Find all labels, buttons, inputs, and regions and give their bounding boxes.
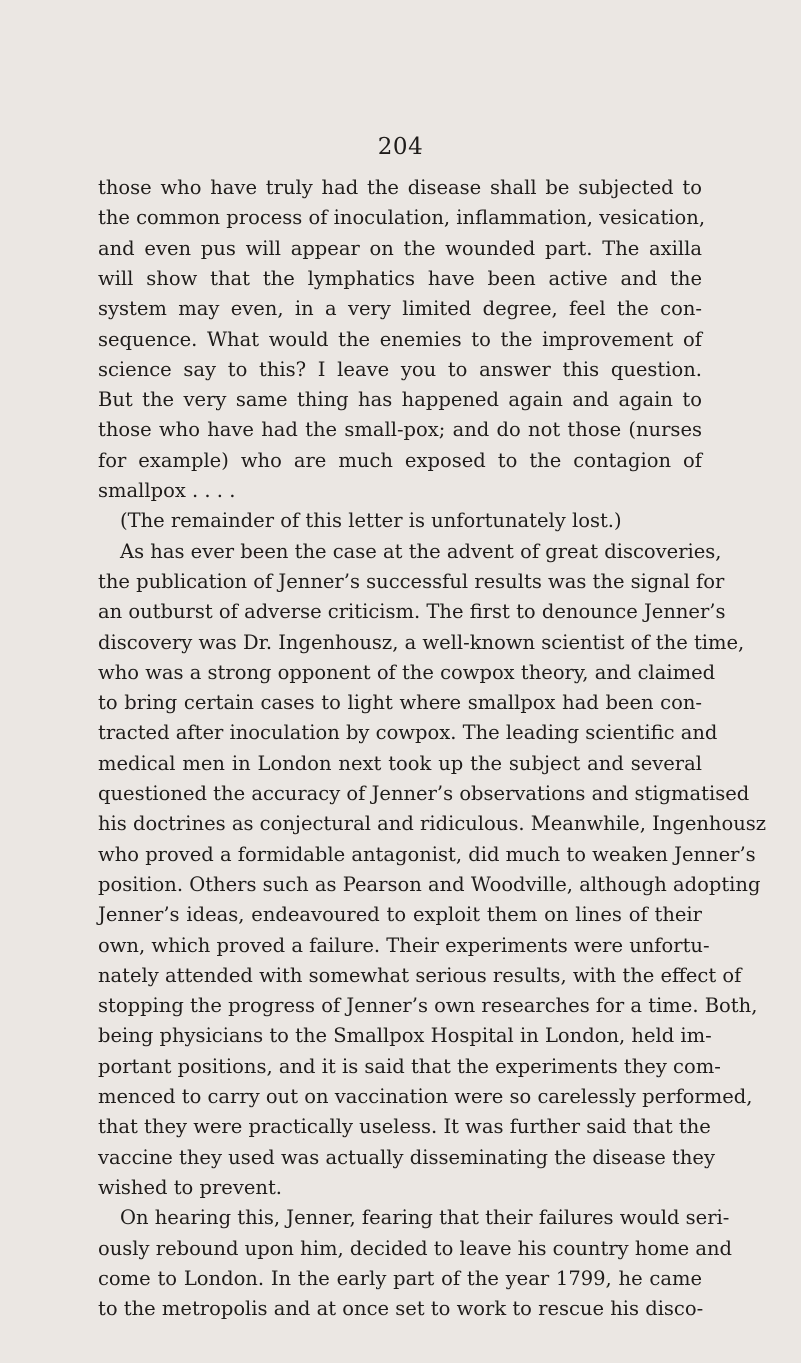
text-line: wished to prevent.	[98, 1175, 282, 1199]
text-line: As has ever been the case at the advent of great discoveries,	[120, 539, 722, 563]
text-line: medical men in London next took up the subject and several	[98, 751, 702, 775]
text-line: position. Others such as Pearson and Woodville, although adopting	[98, 872, 761, 896]
text-line: that they were practically useless. It was further said that the	[98, 1115, 711, 1139]
text-line: being physicians to the Smallpox Hospital in London, held im-	[98, 1024, 712, 1048]
text-line: those who have truly had the disease shall be subjected to	[98, 176, 702, 199]
text-line: own, which proved a failure. Their experiments were unfortu-	[98, 933, 710, 957]
text-line: science say to this? I leave you to answer this question.	[98, 357, 702, 381]
text-line: menced to carry out on vaccination were so carelessly performed,	[98, 1085, 753, 1108]
text-line: nately attended with somewhat serious results, with the effect of	[98, 963, 742, 987]
text-line: But the very same thing has happened again and again to	[98, 388, 702, 412]
text-line: who was a strong opponent of the cowpox theory, and claimed	[98, 660, 716, 684]
text-line: and even pus will appear on the wounded part. The axilla	[98, 236, 702, 260]
text-line: for example) who are much exposed to the contagion of	[98, 448, 702, 472]
text-line: system may even, in a very limited degree, feel the con-	[98, 297, 702, 321]
text-line: (The remainder of this letter is unfortunately lost.)	[120, 509, 622, 533]
text-line: questioned the accuracy of Jenner’s observations and stigmatised	[98, 782, 750, 805]
text-line: those who have had the small-pox; and do not those (nurses	[98, 418, 702, 442]
text-line: will show that the lymphatics have been active and the	[98, 266, 702, 290]
text-line: come to London. In the early part of the year 1799, he came	[98, 1266, 702, 1290]
text-line: to the metropolis and at once set to work to rescue his disco-	[98, 1297, 704, 1321]
text-line: tracted after inoculation by cowpox. The leading scientific and	[98, 721, 718, 745]
text-line: smallpox . . . .	[98, 479, 236, 502]
text-line: On hearing this, Jenner, fearing that their failures would seri-	[120, 1206, 730, 1230]
page-number: 204	[377, 134, 424, 160]
text-line: portant positions, and it is said that the experiments they com-	[98, 1054, 721, 1078]
text-line: ously rebound upon him, decided to leave his country home and	[98, 1236, 733, 1260]
text-line: discovery was Dr. Ingenhousz, a well-known scientist of the time,	[98, 630, 745, 654]
text-line: to bring certain cases to light where smallpox had been con-	[98, 691, 702, 715]
text-line: an outburst of adverse criticism. The first to denounce Jenner’s	[98, 600, 726, 624]
text-line: the publication of Jenner’s successful results was the signal for	[98, 569, 725, 593]
text-line: Jenner’s ideas, endeavoured to exploit them on lines of their	[98, 903, 702, 927]
text-line: sequence. What would the enemies to the improvement of	[98, 327, 702, 351]
text-line: vaccine they used was actually disseminating the disease they	[98, 1145, 715, 1169]
text-line: stopping the progress of Jenner’s own researches for a time. Both,	[98, 994, 758, 1018]
text-line: the common process of inoculation, inflammation, vesication,	[98, 206, 706, 230]
text-line: his doctrines as conjectural and ridiculous. Meanwhile, Ingenhousz	[98, 812, 767, 836]
text-line: who proved a formidable antagonist, did much to weaken Jenner’s	[98, 842, 756, 866]
